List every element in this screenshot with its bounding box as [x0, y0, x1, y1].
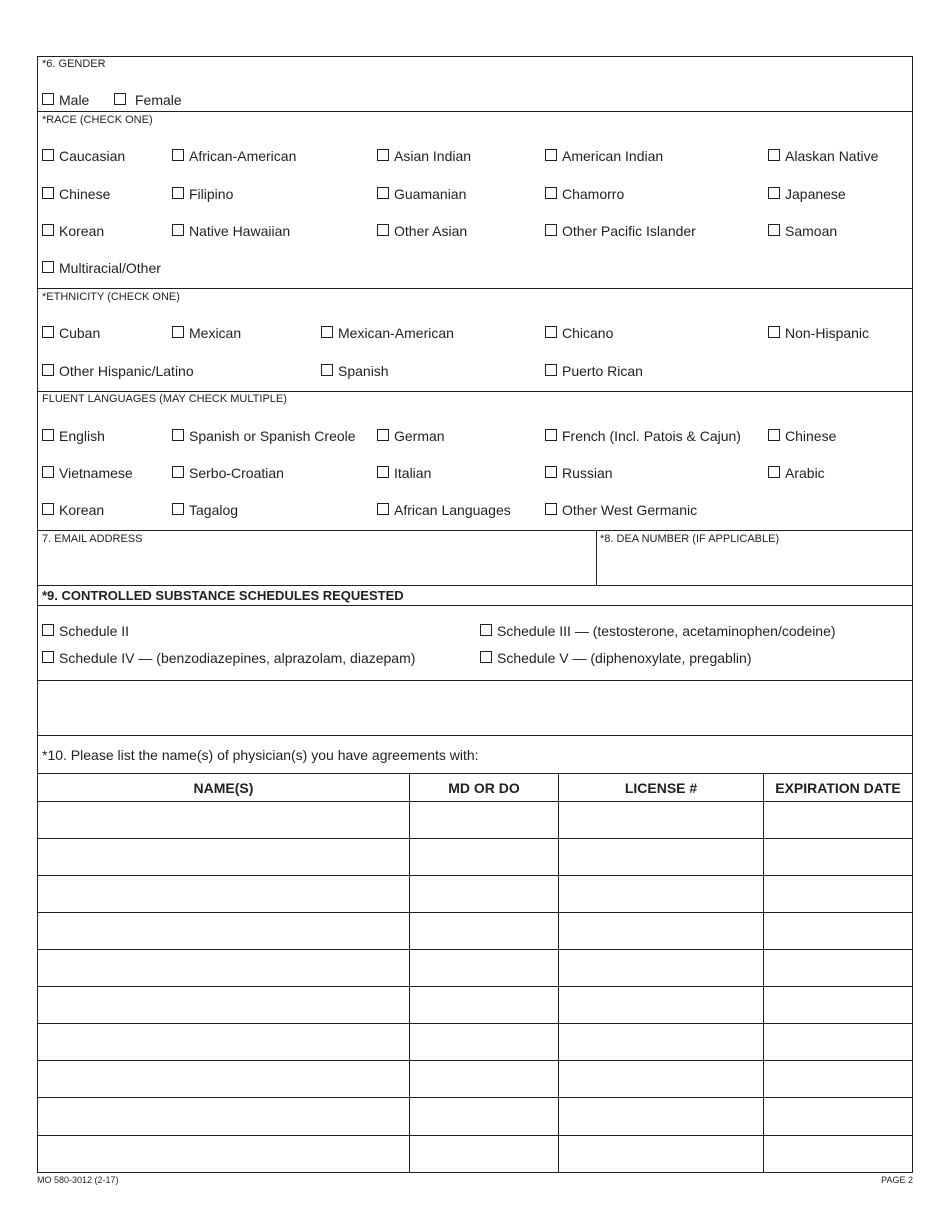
schedule-option[interactable]: Schedule III — (testosterone, acetaminophen/codeine) [480, 623, 836, 639]
dea-number-label: *8. DEA NUMBER (IF APPLICABLE) [600, 533, 780, 545]
language-option[interactable]: African Languages [377, 502, 511, 518]
column-header-license: LICENSE # [624, 780, 698, 796]
language-option[interactable]: French (Incl. Patois & Cajun) [545, 428, 741, 444]
checkbox[interactable] [42, 429, 54, 441]
race-option[interactable]: Chamorro [545, 186, 624, 202]
race-option[interactable]: Filipino [172, 186, 233, 202]
checkbox[interactable] [480, 651, 492, 663]
checkbox[interactable] [768, 429, 780, 441]
divider [37, 391, 913, 392]
checkbox[interactable] [545, 149, 557, 161]
checkbox[interactable] [377, 187, 389, 199]
column-header-md-or-do: MD OR DO [448, 780, 520, 796]
gender-male-option[interactable]: Male [42, 92, 89, 108]
email-field[interactable] [38, 546, 595, 584]
checkbox[interactable] [545, 503, 557, 515]
form-number: MO 580-3012 (2-17) [37, 1175, 119, 1185]
checkbox[interactable] [172, 224, 184, 236]
race-option[interactable]: Guamanian [377, 186, 466, 202]
divider [37, 585, 913, 586]
checkbox[interactable] [545, 326, 557, 338]
checkbox[interactable] [42, 364, 54, 376]
checkbox[interactable] [377, 224, 389, 236]
checkbox[interactable] [172, 326, 184, 338]
language-option[interactable]: Italian [377, 465, 431, 481]
divider [37, 773, 913, 774]
gender-label: *6. GENDER [42, 58, 106, 70]
checkbox[interactable] [768, 187, 780, 199]
ethnicity-option[interactable]: Cuban [42, 325, 100, 341]
blank-field[interactable] [38, 681, 912, 734]
dea-number-field[interactable] [597, 546, 912, 584]
checkbox[interactable] [172, 466, 184, 478]
race-option[interactable]: Native Hawaiian [172, 223, 290, 239]
schedule-option[interactable]: Schedule V — (diphenoxylate, pregablin) [480, 650, 752, 666]
ethnicity-option[interactable]: Puerto Rican [545, 363, 643, 379]
ethnicity-option[interactable]: Mexican [172, 325, 241, 341]
ethnicity-option[interactable]: Non-Hispanic [768, 325, 869, 341]
checkbox[interactable] [42, 187, 54, 199]
ethnicity-label: *ETHNICITY (CHECK ONE) [42, 291, 180, 303]
divider [37, 605, 913, 606]
checkbox[interactable] [114, 93, 126, 105]
language-option[interactable]: German [377, 428, 445, 444]
race-option[interactable]: Japanese [768, 186, 846, 202]
checkbox[interactable] [42, 624, 54, 636]
race-option[interactable]: Caucasian [42, 148, 125, 164]
checkbox[interactable] [42, 261, 54, 273]
checkbox[interactable] [377, 466, 389, 478]
checkbox[interactable] [42, 503, 54, 515]
language-option[interactable]: Korean [42, 502, 104, 518]
race-option[interactable]: Other Asian [377, 223, 467, 239]
checkbox[interactable] [545, 224, 557, 236]
race-option[interactable]: Multiracial/Other [42, 260, 161, 276]
race-option[interactable]: Asian Indian [377, 148, 471, 164]
checkbox[interactable] [377, 429, 389, 441]
checkbox[interactable] [480, 624, 492, 636]
race-option[interactable]: Korean [42, 223, 104, 239]
checkbox[interactable] [768, 224, 780, 236]
checkbox[interactable] [545, 364, 557, 376]
race-label: *RACE (CHECK ONE) [42, 114, 153, 126]
checkbox[interactable] [172, 187, 184, 199]
language-option[interactable]: English [42, 428, 105, 444]
checkbox[interactable] [42, 326, 54, 338]
divider [37, 288, 913, 289]
race-option[interactable]: African-American [172, 148, 296, 164]
ethnicity-option[interactable]: Mexican-American [321, 325, 454, 341]
language-option[interactable]: Chinese [768, 428, 836, 444]
checkbox[interactable] [321, 364, 333, 376]
languages-label: FLUENT LANGUAGES (MAY CHECK MULTIPLE) [42, 393, 287, 405]
language-option[interactable]: Russian [545, 465, 613, 481]
gender-female-option[interactable]: Female [114, 92, 182, 108]
checkbox[interactable] [172, 429, 184, 441]
column-header-expiration-date: EXPIRATION DATE [775, 780, 901, 796]
language-option[interactable]: Serbo-Croatian [172, 465, 284, 481]
language-option[interactable]: Spanish or Spanish Creole [172, 428, 356, 444]
page-number: PAGE 2 [881, 1175, 913, 1185]
physicians-prompt: *10. Please list the name(s) of physician(s) you have agreements with: [42, 747, 479, 763]
column-header-names: NAME(S) [193, 780, 254, 796]
physicians-table-body[interactable] [38, 802, 912, 1172]
schedules-title: *9. CONTROLLED SUBSTANCE SCHEDULES REQUESTED [42, 588, 404, 603]
checkbox[interactable] [768, 149, 780, 161]
race-option[interactable]: Samoan [768, 223, 837, 239]
ethnicity-option[interactable]: Chicano [545, 325, 613, 341]
checkbox[interactable] [172, 503, 184, 515]
language-option[interactable]: Tagalog [172, 502, 238, 518]
race-option[interactable]: American Indian [545, 148, 663, 164]
ethnicity-option[interactable]: Spanish [321, 363, 389, 379]
checkbox[interactable] [42, 149, 54, 161]
divider [37, 530, 913, 531]
email-label: 7. EMAIL ADDRESS [42, 533, 143, 545]
race-option[interactable]: Chinese [42, 186, 110, 202]
checkbox[interactable] [42, 466, 54, 478]
checkbox[interactable] [42, 93, 54, 105]
checkbox[interactable] [377, 503, 389, 515]
race-option[interactable]: Alaskan Native [768, 148, 878, 164]
checkbox[interactable] [321, 326, 333, 338]
language-option[interactable]: Other West Germanic [545, 502, 697, 518]
divider [37, 735, 913, 736]
checkbox[interactable] [42, 651, 54, 663]
divider [37, 111, 913, 112]
schedule-option[interactable]: Schedule IV — (benzodiazepines, alprazolam, diazepam) [42, 650, 415, 666]
checkbox[interactable] [545, 187, 557, 199]
checkbox[interactable] [768, 466, 780, 478]
language-option[interactable]: Vietnamese [42, 465, 133, 481]
checkbox[interactable] [172, 149, 184, 161]
ethnicity-option[interactable]: Other Hispanic/Latino [42, 363, 194, 379]
checkbox[interactable] [545, 429, 557, 441]
schedule-option[interactable]: Schedule II [42, 623, 129, 639]
checkbox[interactable] [545, 466, 557, 478]
checkbox[interactable] [377, 149, 389, 161]
race-option[interactable]: Other Pacific Islander [545, 223, 696, 239]
checkbox[interactable] [768, 326, 780, 338]
language-option[interactable]: Arabic [768, 465, 825, 481]
checkbox[interactable] [42, 224, 54, 236]
